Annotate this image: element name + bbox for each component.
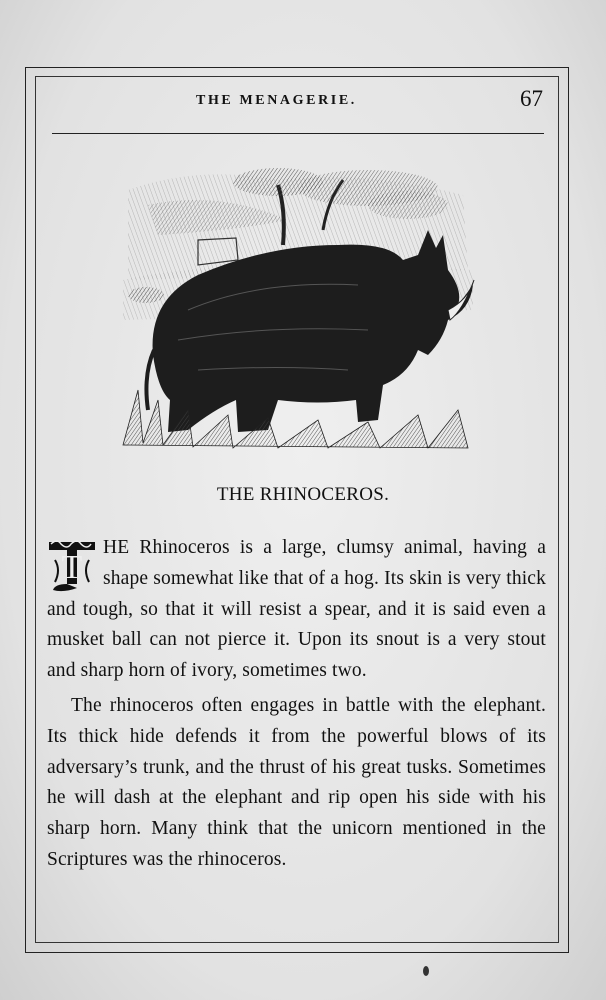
running-title: THE MENAGERIE. [196, 93, 357, 108]
ink-speck [422, 965, 430, 977]
svg-text:T: T [61, 549, 83, 586]
rhinoceros-illustration [118, 160, 478, 452]
page-number: 67 [520, 86, 543, 111]
paragraph-2: The rhinoceros often engages in battle with the elephant. Its thick hide defends it from the powerful blows of its adversary’s trunk, and the thrust of his great tusks. Sometimes he will dash at the elephant and rip open his side with his sharp horn. Many think that the unicorn mentioned in the Scriptures was the rhinoceros. [47, 694, 546, 870]
body-text [47, 533, 546, 876]
drop-cap-ornament [47, 538, 97, 594]
paragraph-1: HE Rhinoceros is a large, clumsy animal, having a shape somewhat like that of a hog. Its skin is very thick and tough, so that it will resist a spear, and it is said even a musket ball can not pierce it. Upon its snout is a very stout and sharp horn of ivory, sometimes two. [47, 537, 546, 682]
illustration-caption: THE RHINOCEROS. [216, 484, 390, 505]
header-rule [52, 133, 544, 134]
